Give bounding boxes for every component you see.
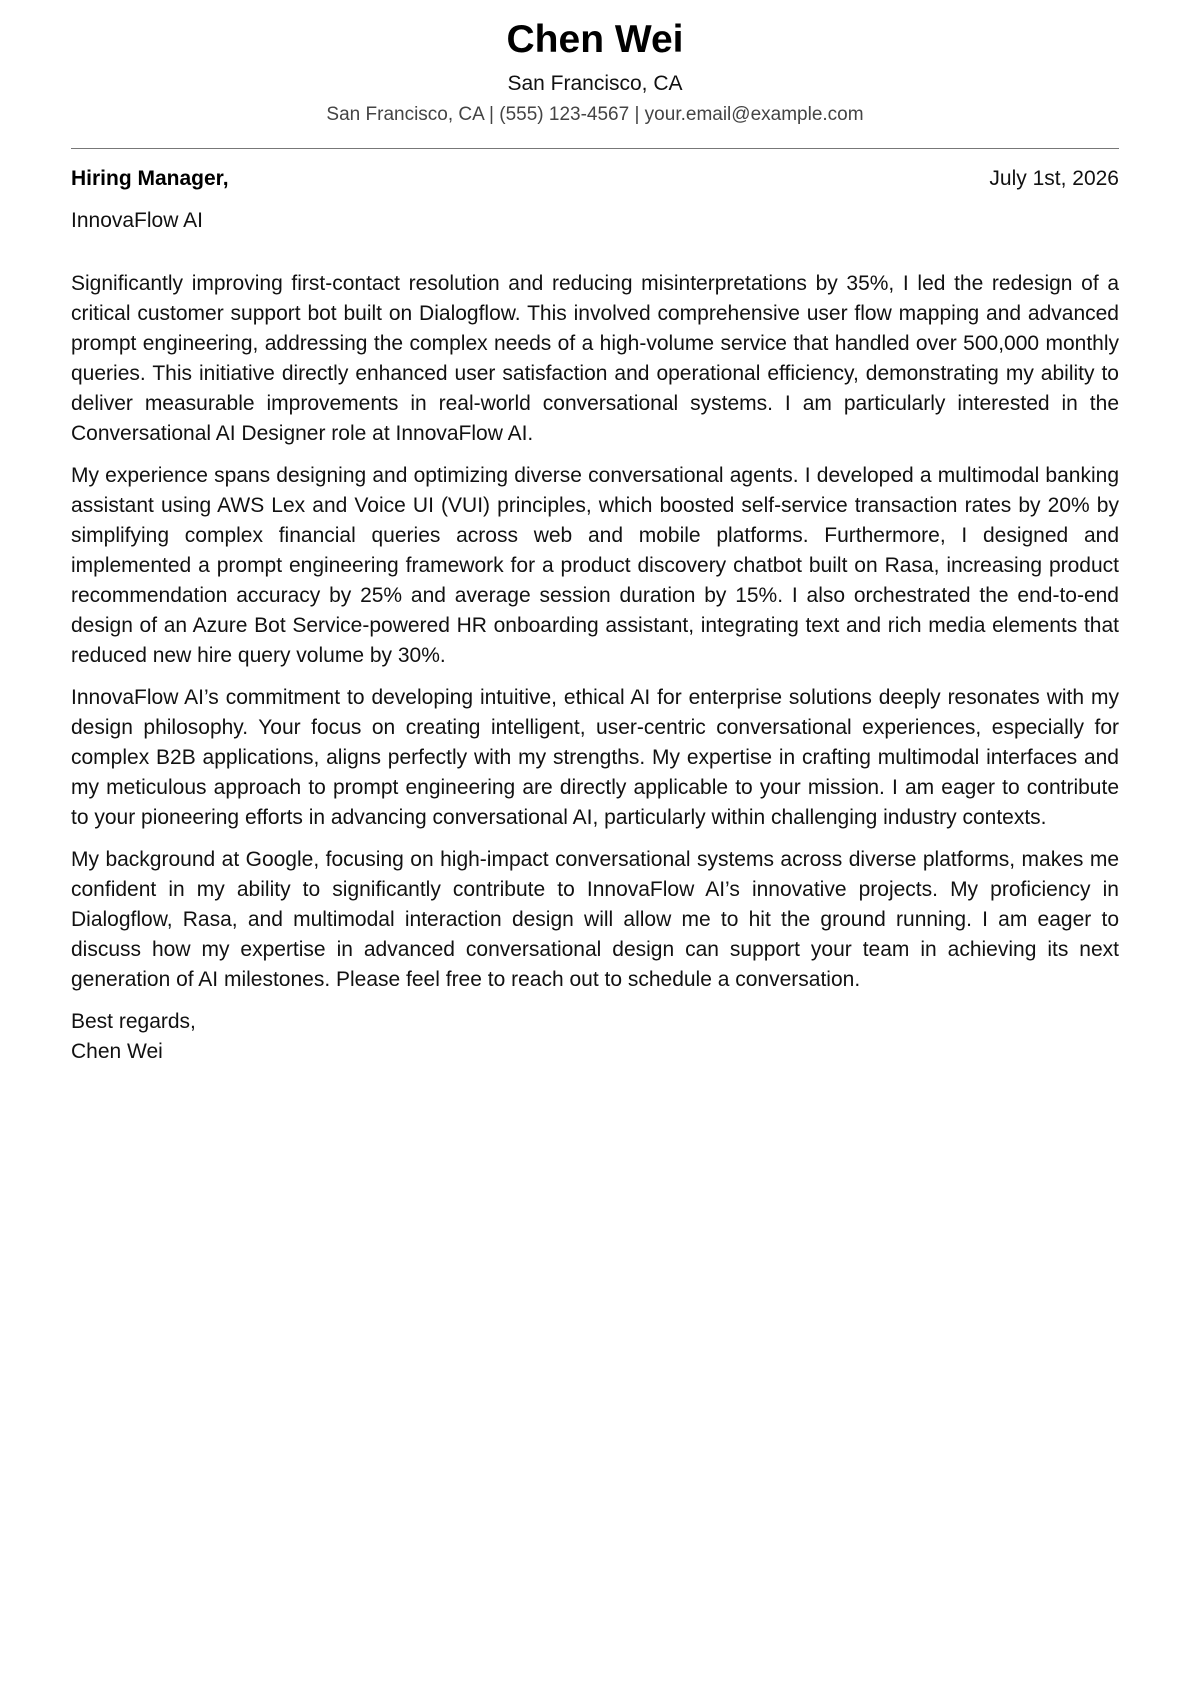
body-paragraph-4: My background at Google, focusing on high-impact conversational systems across diverse platforms, makes me confident in my ability to significantly contribute to InnovaFlow AI’s innovative projects. My proficiency in Dialogflow, Rasa, and multimodal interaction design will allow me to hit the ground running. I am eager to discuss how my expertise in advanced conversational design can support your team in achieving its next generation of AI milestones. Please feel free to reach out to schedule a conversation.	[71, 848, 1119, 991]
signature-name: Chen Wei	[71, 1040, 163, 1063]
letter-header	[71, 0, 1119, 128]
letter-closing	[71, 1007, 1119, 1067]
cover-letter-page	[71, 0, 1119, 1067]
body-paragraph-2: My experience spans designing and optimizing diverse conversational agents. I developed a multimodal banking assistant using AWS Lex and Voice UI (VUI) principles, which boosted self-service transaction rates by 20% by simplifying complex financial queries across web and mobile platforms. Furthermore, I designed and implemented a prompt engineering framework for a product discovery chatbot built on Rasa, increasing product recommendation accuracy by 25% and average session duration by 15%. I also orchestrated the end-to-end design of an Azure Bot Service-powered HR onboarding assistant, integrating text and rich media elements that reduced new hire query volume by 30%.	[71, 464, 1119, 667]
body-paragraph-3: InnovaFlow AI’s commitment to developing intuitive, ethical AI for enterprise solutions deeply resonates with my design philosophy. Your focus on creating intelligent, user-centric conversational experiences, especially for complex B2B applications, aligns perfectly with my strengths. My expertise in crafting multimodal interfaces and my meticulous approach to prompt engineering are directly applicable to your mission. I am eager to contribute to your pioneering efforts in advancing conversational AI, particularly within challenging industry contexts.	[71, 686, 1119, 829]
letter-date: July 1st, 2026	[989, 167, 1119, 190]
header-divider	[71, 148, 1119, 149]
letter-body	[71, 269, 1119, 995]
contact-line: San Francisco, CA | (555) 123-4567 | your.email@example.com	[326, 104, 864, 125]
sign-off: Best regards,	[71, 1010, 196, 1033]
applicant-name: Chen Wei	[506, 18, 684, 61]
recipient-date-row	[71, 165, 1119, 193]
applicant-location: San Francisco, CA	[507, 72, 683, 95]
recipient-salutation: Hiring Manager,	[71, 167, 229, 190]
body-paragraph-1: Significantly improving first-contact resolution and reducing misinterpretations by 35%, I led the redesign of a critical customer support bot built on Dialogflow. This involved comprehensive user flow mapping and advanced prompt engineering, addressing the complex needs of a high-volume service that handled over 500,000 monthly queries. This initiative directly enhanced user satisfaction and operational efficiency, demonstrating my ability to deliver measurable improvements in real-world conversational systems. I am particularly interested in the Conversational AI Designer role at InnovaFlow AI.	[71, 272, 1119, 445]
company-name: InnovaFlow AI	[71, 209, 203, 232]
